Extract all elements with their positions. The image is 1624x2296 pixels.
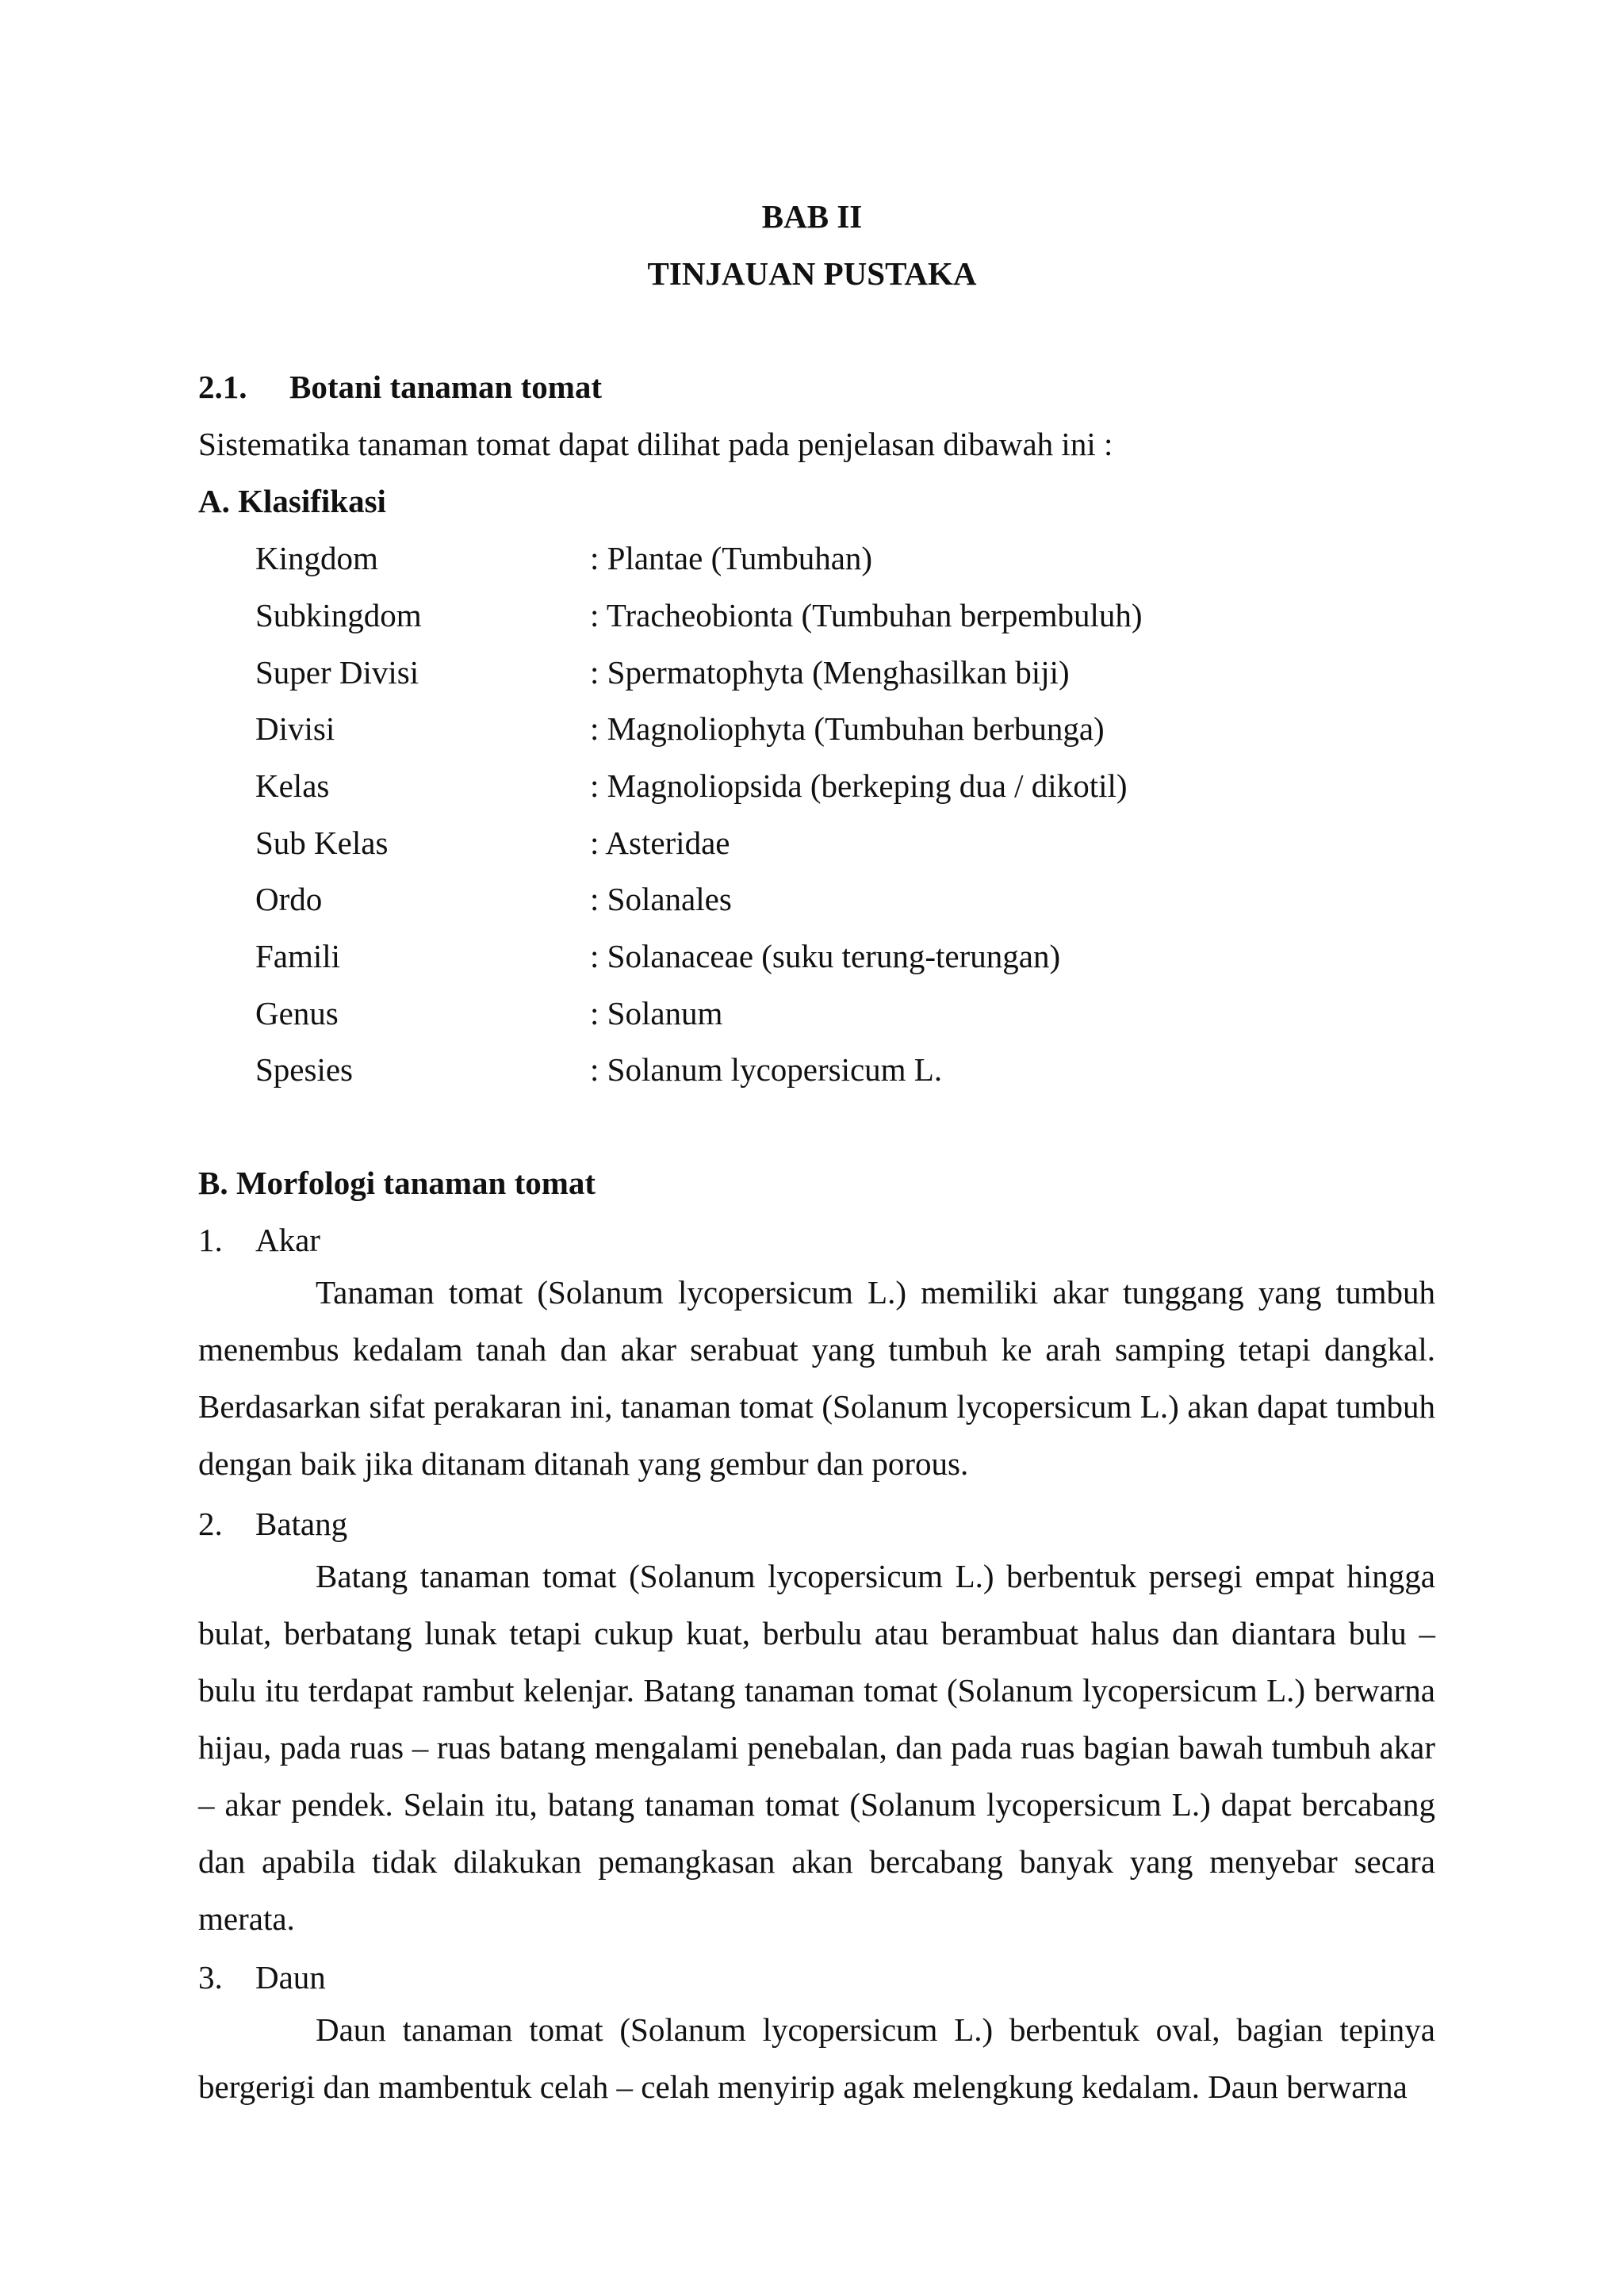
klasifikasi-heading: A. Klasifikasi [198,483,386,519]
chapter-title: TINJAUAN PUSTAKA [647,255,977,292]
klasifikasi-label: Divisi [255,710,335,747]
klasifikasi-value: : Solanum [590,995,723,1031]
morfologi-heading: B. Morfologi tanaman tomat [198,1165,596,1201]
intro-text: Sistematika tanaman tomat dapat dilihat pada penjelasan dibawah ini : [198,426,1113,462]
klasifikasi-value: : Magnoliopsida (berkeping dua / dikotil) [590,767,1128,804]
klasifikasi-label: Sub Kelas [255,825,389,861]
list-item-title: Akar [255,1222,320,1258]
paragraph-daun: Daun tanaman tomat (Solanum lycopersicum L.) berbentuk oval, bagian tepinya bergerigi dan mambentuk celah – celah menyirip agak melengkung kedalam. Daun berwarna [198,2011,1435,2105]
list-item-title: Batang [255,1506,348,1542]
klasifikasi-value: : Solanaceae (suku terung-terungan) [590,938,1061,974]
klasifikasi-value: : Solanum lycopersicum L. [590,1051,943,1088]
klasifikasi-label: Subkingdom [255,597,422,633]
klasifikasi-label: Super Divisi [255,654,419,691]
list-item-title: Daun [255,1959,326,1996]
chapter-label: BAB II [761,198,863,235]
klasifikasi-label: Famili [255,938,341,974]
klasifikasi-label: Kingdom [255,540,378,576]
klasifikasi-label: Genus [255,995,339,1031]
klasifikasi-value: : Tracheobionta (Tumbuhan berpembuluh) [590,597,1143,633]
klasifikasi-value: : Magnoliophyta (Tumbuhan berbunga) [590,710,1105,747]
section-number: 2.1. [198,369,247,405]
section-title: Botani tanaman tomat [289,369,603,405]
klasifikasi-value: : Solanales [590,881,732,917]
klasifikasi-value: : Plantae (Tumbuhan) [590,540,873,576]
klasifikasi-value: : Spermatophyta (Menghasilkan biji) [590,654,1070,691]
paragraph-akar: Tanaman tomat (Solanum lycopersicum L.) memiliki akar tunggang yang tumbuh menembus kedalam tanah dan akar serabuat yang tumbuh ke arah samping tetapi dangkal. Berdasarkan sifat perakaran ini, tanaman tomat (Solanum lycopersicum L.) akan dapat tumbuh dengan baik jika ditanam ditanah yang gembur dan porous. [198,1274,1435,1482]
klasifikasi-label: Kelas [255,767,330,804]
klasifikasi-label: Ordo [255,881,323,917]
paragraph-batang: Batang tanaman tomat (Solanum lycopersicum L.) berbentuk persegi empat hingga bulat, berbatang lunak tetapi cukup kuat, berbulu atau berambuat halus dan diantara bulu – bulu itu terdapat rambut kelenjar. Batang tanaman tomat (Solanum lycopersicum L.) berwarna hijau, pada ruas – ruas batang mengalami penebalan, dan pada ruas bagian bawah tumbuh akar – akar pendek. Selain itu, batang tanaman tomat (Solanum lycopersicum L.) dapat bercabang dan apabila tidak dilakukan pemangkasan akan bercabang banyak yang menyebar secara merata. [198,1558,1435,1937]
list-item-number: 3. [198,1959,223,1996]
klasifikasi-value: : Asteridae [590,825,730,861]
list-item-number: 1. [198,1222,223,1258]
klasifikasi-label: Spesies [255,1051,353,1088]
list-item-number: 2. [198,1506,223,1542]
